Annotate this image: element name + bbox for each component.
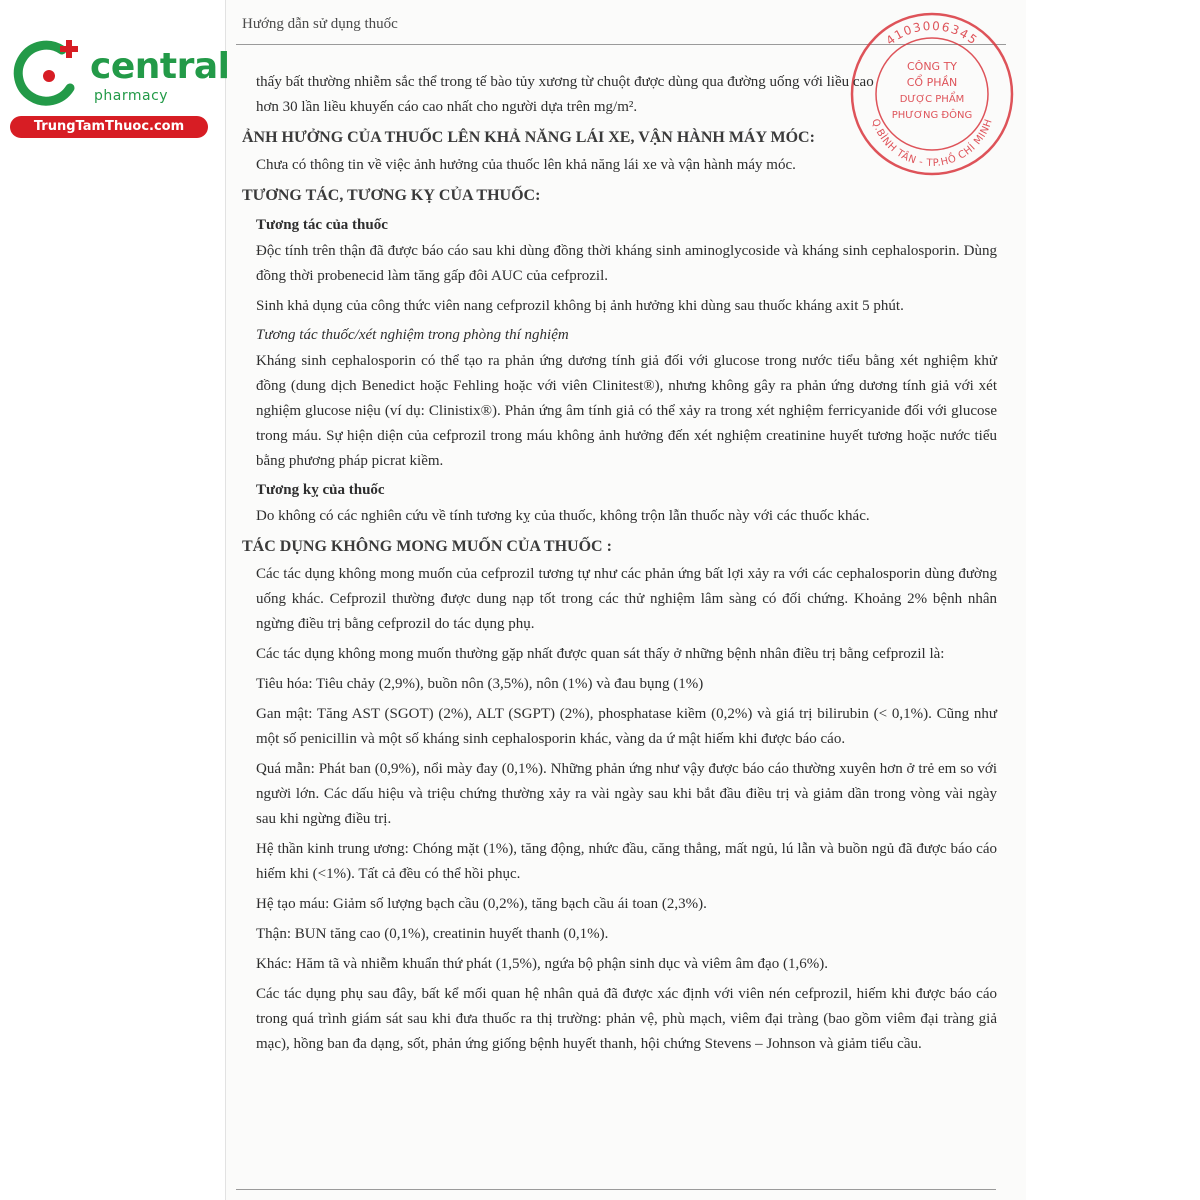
- page-header-title: Hướng dẫn sử dụng thuốc: [242, 16, 398, 32]
- adverse-renal: Thận: BUN tăng cao (0,1%), creatinin huyết thanh (0,1%).: [256, 926, 609, 942]
- subheading-incompatibilities: Tương kỵ của thuốc: [256, 482, 385, 498]
- adverse-digestive: Tiêu hóa: Tiêu chảy (2,9%), buồn nôn (3,5%), nôn (1%) và đau bụng (1%): [256, 676, 704, 692]
- adverse-other: Khác: Hăm tã và nhiễm khuẩn thứ phát (1,5%), ngứa bộ phận sinh dục và viêm âm đạo (1,6%).: [256, 956, 828, 972]
- stamp-line-3: DƯỢC PHẨM: [899, 94, 965, 105]
- adverse-hepatobiliary: Gan mật: Tăng AST (SGOT) (2%), ALT (SGPT) (2%), phosphatase kiềm (0,2%) và giá trị bilirubin (< 0,1%). Cũng như một số penicillin và một số kháng sinh cephalosporin khác, vàng da ứ mật hiếm khi được báo cáo.: [256, 706, 997, 747]
- adverse-paragraph-2: Các tác dụng không mong muốn thường gặp nhất được quan sát thấy ở những bệnh nhân điều trị bằng cefprozil là:: [256, 646, 945, 662]
- intro-line-1: thấy bất thường nhiễm sắc thể trong tế bào tủy xương từ chuột được dùng qua đường uống với liều cao: [256, 74, 874, 90]
- stamp-line-4: PHƯƠNG ĐÔNG: [891, 110, 973, 121]
- heading-adverse-effects: TÁC DỤNG KHÔNG MONG MUỐN CỦA THUỐC :: [242, 538, 612, 555]
- lab-interaction-paragraph: Kháng sinh cephalosporin có thể tạo ra phản ứng dương tính giả đối với glucose trong nước tiểu bằng xét nghiệm khử đồng (dung dịch Benedict hoặc Fehling hoặc với viên Clinitest®), nhưng không gây ra phản ứng dương tính giả với xét nghiệm glucose niệu (ví dụ: Clinistix®). Phản ứng âm tính giả có thể xảy ra trong xét nghiệm ferricyanide đối với glucose trong máu. Sự hiện diện của cefprozil trong máu không ảnh hưởng đến xét nghiệm creatinine huyết tương hoặc nước tiểu bằng phương pháp picrat kiềm.: [256, 353, 997, 469]
- central-pharmacy-logo[interactable]: [10, 36, 230, 136]
- page-edge: [225, 0, 226, 1200]
- heading-interactions: TƯƠNG TÁC, TƯƠNG KỴ CỦA THUỐC:: [242, 187, 541, 204]
- stamp-line-2: CỔ PHẦN: [906, 76, 958, 89]
- stamp-line-1: CÔNG TY: [906, 60, 958, 73]
- logo-sub-text: pharmacy: [94, 88, 169, 104]
- incompatibility-paragraph: Do không có các nghiên cứu về tính tương kỵ của thuốc, không trộn lẫn thuốc này với các thuốc khác.: [256, 508, 870, 524]
- stamp-code: 4103006345: [883, 18, 981, 48]
- interaction-paragraph-1: Độc tính trên thận đã được báo cáo sau khi dùng đồng thời kháng sinh aminoglycoside và kháng sinh cephalosporin. Dùng đồng thời probenecid làm tăng gấp đôi AUC của cefprozil.: [256, 243, 997, 284]
- logo-site-badge: TrungTamThuoc.com: [10, 116, 208, 138]
- driving-text: Chưa có thông tin về việc ảnh hưởng của thuốc lên khả năng lái xe và vận hành máy móc.: [256, 157, 796, 173]
- adverse-nervous-system: Hệ thần kinh trung ương: Chóng mặt (1%), tăng động, nhức đầu, căng thẳng, mất ngủ, lú lẫn và buồn ngủ đã được báo cáo hiếm khi (<1%). Tất cả đều có thể hồi phục.: [256, 841, 997, 882]
- logo-brand-text: central: [90, 46, 230, 87]
- footer-divider: [236, 1189, 996, 1190]
- adverse-paragraph-1: Các tác dụng không mong muốn của cefprozil tương tự như các phản ứng bất lợi xảy ra với các cephalosporin dùng đường uống khác. Cefprozil thường được dung nạp tốt trong các thử nghiệm lâm sàng có đối chứng. Khoảng 2% bệnh nhân ngừng điều trị bằng cefprozil do tác dụng phụ.: [256, 566, 997, 632]
- adverse-hematologic: Hệ tạo máu: Giảm số lượng bạch cầu (0,2%), tăng bạch cầu ái toan (2,3%).: [256, 896, 707, 912]
- pharmacy-cross-icon: [10, 36, 88, 114]
- intro-line-2: hơn 30 lần liều khuyến cáo cao nhất cho người dựa trên mg/m².: [256, 99, 638, 115]
- interaction-paragraph-2: Sinh khả dụng của công thức viên nang cefprozil không bị ảnh hưởng khi dùng sau thuốc kháng axit 5 phút.: [256, 298, 904, 314]
- adverse-postmarketing: Các tác dụng phụ sau đây, bất kể mối quan hệ nhân quả đã được xác định với viên nén cefprozil, hiếm khi được báo cáo trong quá trình giám sát sau khi đưa thuốc ra thị trường: phản vệ, phù mạch, viêm đại tràng (bao gồm viêm đại tràng giả mạc), hồng ban đa dạng, sốt, phản ứng giống bệnh huyết thanh, hội chứng Stevens – Johnson và giảm tiểu cầu.: [256, 986, 997, 1052]
- document-body: [242, 70, 997, 1057]
- svg-text:4103006345: [883, 19, 980, 48]
- subheading-drug-interactions: Tương tác của thuốc: [256, 217, 388, 233]
- stamp-ring-text: Q.BÌNH TÂN - TP.HỒ CHÍ MINH: [869, 117, 995, 170]
- heading-driving: ẢNH HƯỞNG CỦA THUỐC LÊN KHẢ NĂNG LÁI XE, VẬN HÀNH MÁY MÓC:: [242, 129, 815, 146]
- adverse-hypersensitivity: Quá mẫn: Phát ban (0,9%), nổi mày đay (0,1%). Những phản ứng như vậy được báo cáo thường xuyên hơn ở trẻ em so với người lớn. Các dấu hiệu và triệu chứng thường xảy ra vài ngày sau khi bắt đầu điều trị và giảm dần trong vòng vài ngày sau khi ngừng điều trị.: [256, 761, 997, 827]
- subheading-lab-interactions: Tương tác thuốc/xét nghiệm trong phòng thí nghiệm: [256, 327, 569, 343]
